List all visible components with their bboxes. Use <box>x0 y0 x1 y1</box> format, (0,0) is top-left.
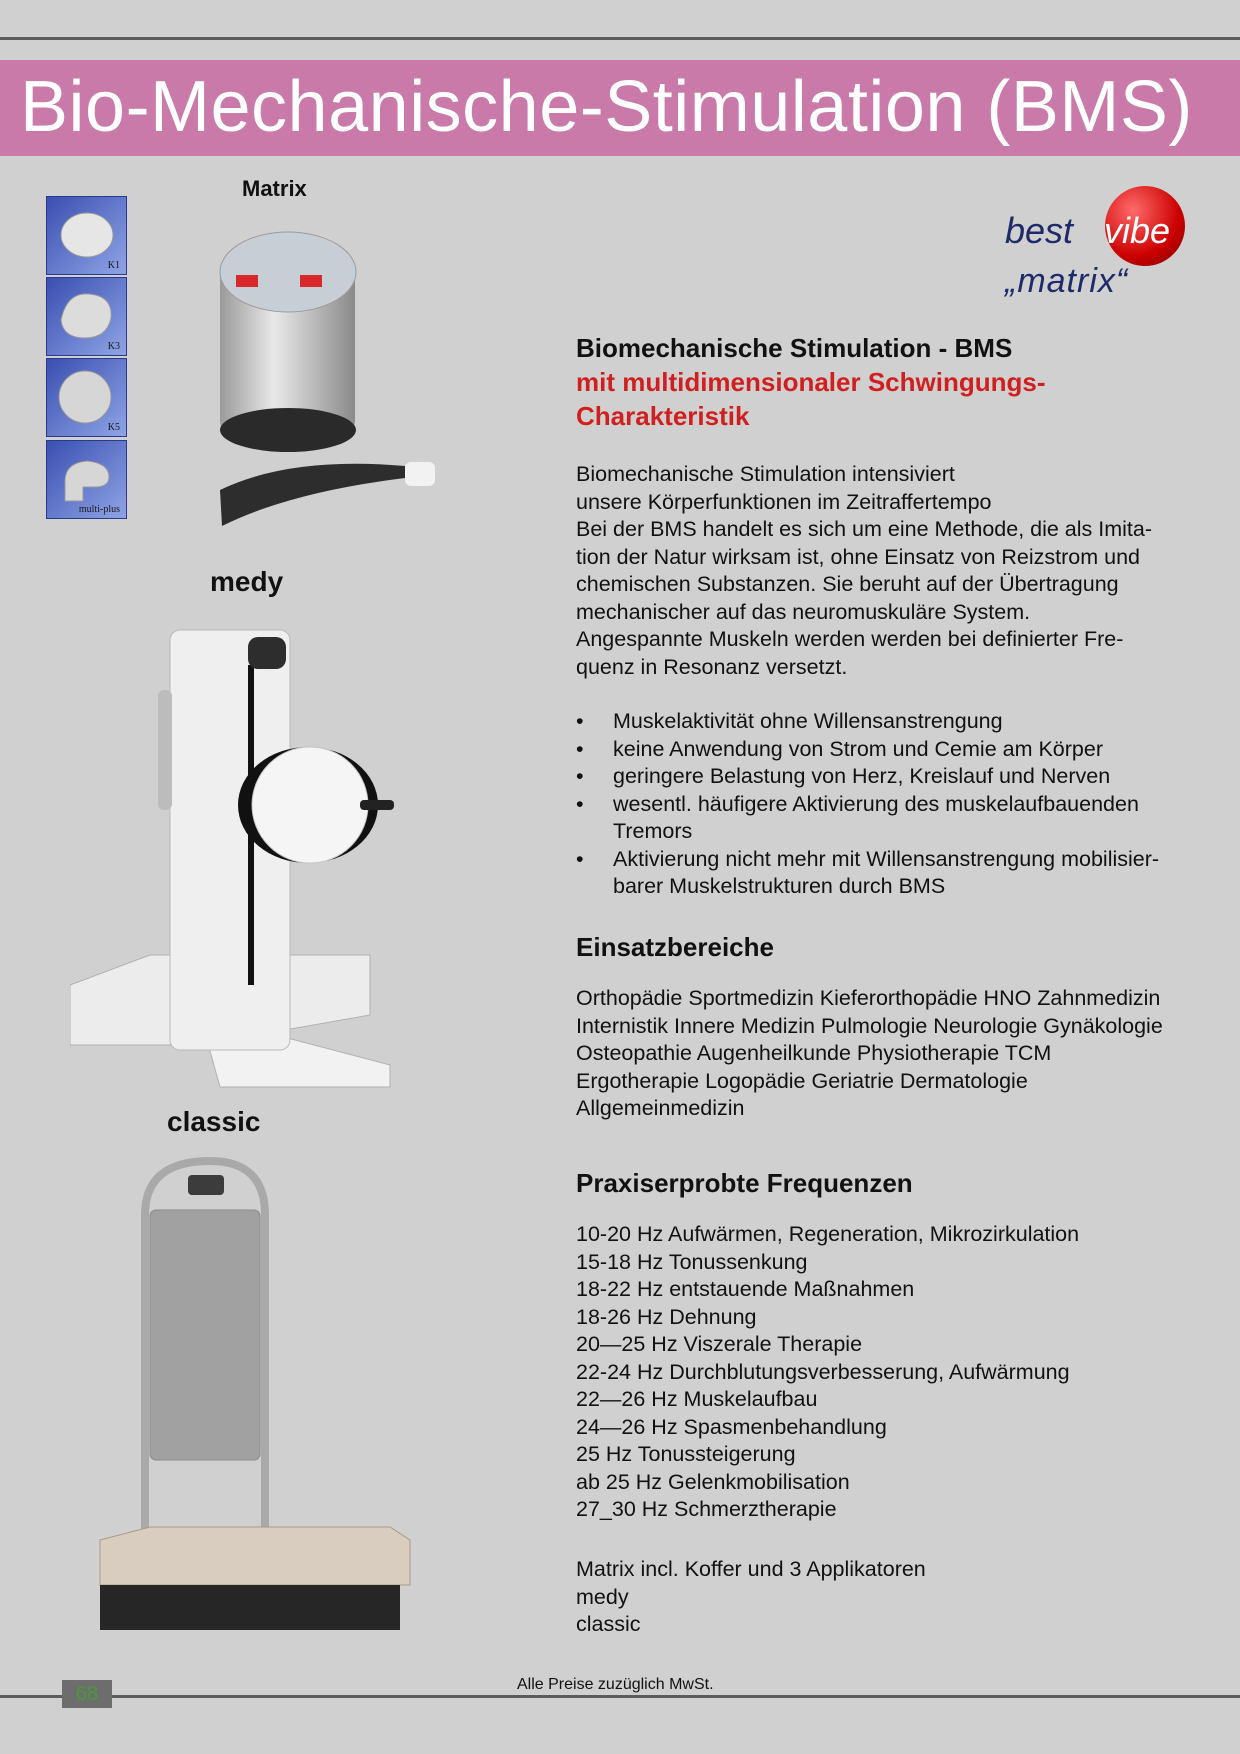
applicator-label: K1 <box>107 260 120 271</box>
intro-subheading-2: Charakteristik <box>576 401 750 431</box>
medy-caption: medy <box>210 566 284 597</box>
frequency-line: 20—25 Hz Viszerale Therapie <box>576 1332 863 1356</box>
bottom-rule <box>0 1695 1240 1698</box>
bullet-section <box>576 708 1196 901</box>
logo-word-vibe: vibe <box>1104 210 1171 251</box>
medy-device-image <box>70 625 400 1090</box>
einsatz-line: Osteopathie Augenheilkunde Physiotherapie TCM <box>576 1041 1052 1065</box>
einsatz-line: Ergotherapie Logopädie Geriatrie Dermatologie <box>576 1068 1028 1093</box>
frequency-line: ab 25 Hz Gelenkmobilisation <box>576 1469 850 1494</box>
applicator-multi-plus-image <box>46 440 127 519</box>
einsatz-line: Orthopädie Sportmedizin Kieferorthopädie HNO Zahnmedizin <box>576 986 1161 1010</box>
logo-word-matrix: „matrix“ <box>1005 262 1129 300</box>
frequenzen-heading: Praxiserprobte Frequenzen <box>576 1168 913 1198</box>
product-line: Matrix incl. Koffer und 3 Applikatoren <box>576 1557 926 1581</box>
top-rule <box>0 37 1240 40</box>
intro-paragraph: Biomechanische Stimulation intensiviert unsere Körperfunktionen im Zeitraffertempo Bei der BMS handelt es sich um eine Methode, die als Imita- tion der Natur wirksam ist, ohne Einsatz von Reizstrom und chemischen Substanzen. Sie beruht auf der Übertragung mechanischer auf das neuromuskuläre System. Angespannte Muskeln werden werden bei definierter Fre- quenz in Resonanz versetzt. <box>576 462 1153 679</box>
footer-note: Alle Preise zuzüglich MwSt. <box>517 1676 714 1693</box>
applicator-k3-image <box>46 277 127 356</box>
frequenzen-section <box>576 1166 1216 1524</box>
frequency-line: 18-26 Hz Dehnung <box>576 1304 757 1329</box>
applicator-label: multi-plus <box>78 504 120 515</box>
page-title: Bio-Mechanische-Stimulation (BMS) <box>20 67 1193 147</box>
einsatz-heading: Einsatzbereiche <box>576 932 774 962</box>
matrix-device-image <box>140 230 440 530</box>
matrix-caption: Matrix <box>242 176 307 201</box>
product-list <box>576 1556 1216 1639</box>
benefit-item: • keine Anwendung von Strom und Cemie am Körper <box>576 736 1196 764</box>
einsatz-section <box>576 930 1216 1123</box>
intro-section <box>576 331 1216 433</box>
product-line: medy <box>576 1584 629 1609</box>
applicator-k5-image <box>46 358 127 437</box>
product-line: classic <box>576 1612 641 1636</box>
bestvibe-matrix-logo <box>1000 180 1200 300</box>
einsatz-line: Allgemeinmedizin <box>576 1096 745 1120</box>
frequency-line: 15-18 Hz Tonussenkung <box>576 1249 808 1274</box>
frequency-line: 18-22 Hz entstauende Maßnahmen <box>576 1277 915 1301</box>
logo-word-best: best <box>1005 210 1074 251</box>
benefit-item: • wesentl. häufigere Aktivierung des muskelaufbauenden Tremors <box>576 791 1196 846</box>
benefit-item: • geringere Belastung von Herz, Kreislauf und Nerven <box>576 763 1196 791</box>
page-number: 68 <box>62 1680 112 1708</box>
applicator-label: K3 <box>107 341 120 352</box>
frequency-line: 25 Hz Tonussteigerung <box>576 1442 796 1466</box>
classic-device-image <box>90 1155 420 1655</box>
intro-subheading-1: mit multidimensionaler Schwingungs- <box>576 367 1046 397</box>
frequency-line: 10-20 Hz Aufwärmen, Regeneration, Mikrozirkulation <box>576 1222 1080 1246</box>
frequency-line: 22—26 Hz Muskelaufbau <box>576 1387 818 1411</box>
benefits-list <box>576 708 1196 901</box>
frequency-line: 27_30 Hz Schmerztherapie <box>576 1497 837 1521</box>
einsatz-line: Internistik Innere Medizin Pulmologie Neurologie Gynäkologie <box>576 1013 1163 1038</box>
classic-caption: classic <box>167 1106 261 1137</box>
title-banner <box>0 60 1240 156</box>
frequency-line: 24—26 Hz Spasmenbehandlung <box>576 1414 887 1439</box>
applicator-k1-image <box>46 196 127 275</box>
frequency-line: 22-24 Hz Durchblutungsverbesserung, Aufwärmung <box>576 1359 1070 1384</box>
benefit-item: • Muskelaktivität ohne Willensanstrengung <box>576 708 1196 736</box>
benefit-item: • Aktivierung nicht mehr mit Willensanstrengung mobilisier- barer Muskelstrukturen durch BMS <box>576 846 1196 901</box>
intro-paragraph-block <box>576 461 1216 681</box>
intro-heading: Biomechanische Stimulation - BMS <box>576 333 1013 363</box>
applicator-label: K5 <box>107 422 120 433</box>
